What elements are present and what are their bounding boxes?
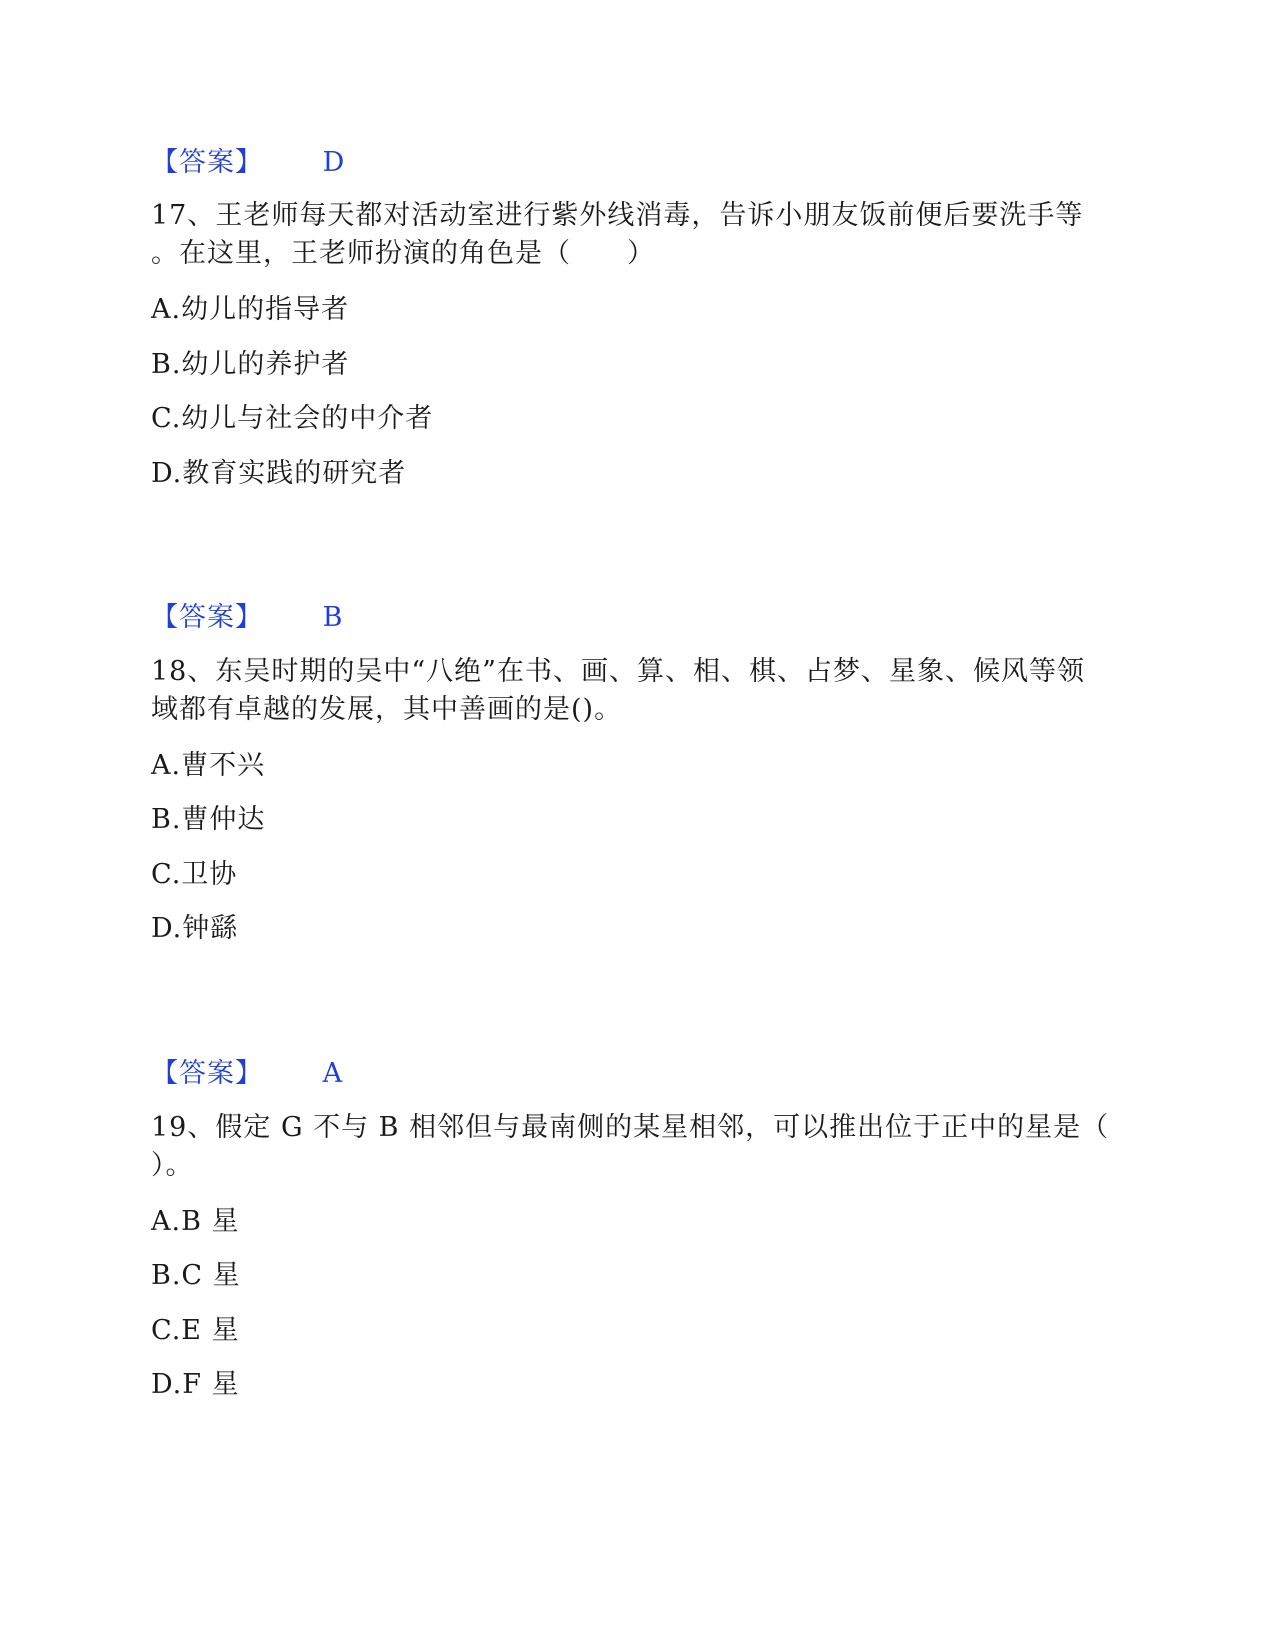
answer-label: 【答案】 xyxy=(151,1058,263,1089)
question-19-text-line-1: 19、假定 G 不与 B 相邻但与最南侧的某星相邻，可以推出位于正中的星是（ xyxy=(151,1112,1110,1143)
answer-line xyxy=(151,1057,343,1091)
question-17-text-line-1: 17、王老师每天都对活动室进行紫外线消毒，告诉小朋友饭前便后要洗手等 xyxy=(151,200,1084,231)
question-19-option-b: B.C 星 xyxy=(151,1260,241,1291)
question-18-option-b: B.曹仲达 xyxy=(151,804,266,835)
question-19-option-d: D.F 星 xyxy=(151,1369,240,1400)
answer-label: 【答案】 xyxy=(151,147,263,178)
question-17-option-b: B.幼儿的养护者 xyxy=(151,349,350,380)
question-18-text-line-1: 18、东吴时期的吴中“八绝”在书、画、算、相、棋、占梦、星象、候风等领 xyxy=(151,656,1085,687)
question-18-option-d: D.钟繇 xyxy=(151,913,239,944)
question-17-option-d: D.教育实践的研究者 xyxy=(151,458,407,489)
question-18-option-c: C.卫协 xyxy=(151,859,238,890)
answer-value: A xyxy=(322,1058,344,1089)
question-18-text-line-2: 域都有卓越的发展，其中善画的是()。 xyxy=(151,694,623,725)
answer-line xyxy=(151,601,343,635)
answer-line xyxy=(151,146,345,180)
answer-label: 【答案】 xyxy=(151,602,263,633)
answer-value: D xyxy=(322,147,346,178)
question-17-option-c: C.幼儿与社会的中介者 xyxy=(151,403,434,434)
question-17-option-a: A.幼儿的指导者 xyxy=(151,294,350,325)
question-18-option-a: A.曹不兴 xyxy=(151,750,266,781)
question-17-text-line-2: 。在这里，王老师扮演的角色是（ ） xyxy=(151,238,655,269)
question-19-option-a: A.B 星 xyxy=(151,1206,240,1237)
answer-value: B xyxy=(322,602,344,633)
question-19-option-c: C.E 星 xyxy=(151,1315,240,1346)
question-19-text-line-2: ）。 xyxy=(151,1150,194,1181)
